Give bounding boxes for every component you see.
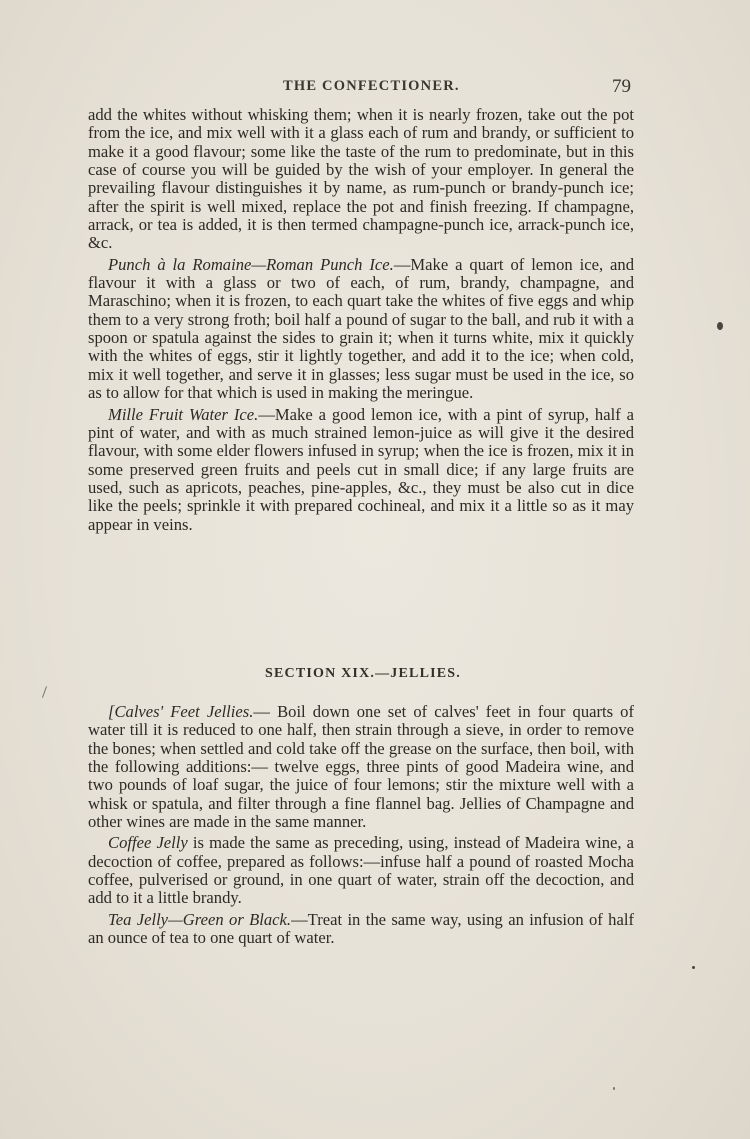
recipe-title: Punch à la Romaine—Roman Punch Ice.: [108, 254, 394, 274]
recipe-title: Coffee Jelly: [108, 833, 188, 853]
recipe-title: [Calves' Feet Jellies.: [108, 702, 254, 721]
recipe-text: —Make a good lemon ice, with a pint of syrup, half a pint of water, and with as much strained lemon-juice as will give it the desired flavour, with some elder flowers infused in syrup; when the ice is frozen, mix it in some preserved green fruits and peels cut in small dice; if any large fruits are used, such as apricots, peaches, pine-apples, &c., they must be also cut in dice like the peels; sprinkle it with prepared cochineal, and mix it a little so as it may appear in veins.: [88, 404, 635, 534]
recipe-calves-feet-jellies: [88, 703, 634, 831]
recipe-text: —Treat in the same way, using an infusion of half an ounce of tea to one quart of water.: [88, 909, 634, 948]
recipe-coffee-jelly: [88, 834, 634, 907]
intro-paragraph: add the whites without whisking them; when it is nearly frozen, take out the pot from the ice, and mix well with it a glass each of rum and brandy, or sufficient to make it a good flavour; some like the taste of the rum to predominate, but in this case of course you will be guided by the wish of your employer. In general the prevailing flavour distinguishes it by name, as rum-punch or brandy-punch ice; after the spirit is well mixed, replace the pot and finish freezing. If champagne, arrack, or tea is added, it is then termed champagne-punch ice, arrack-punch ice, &c.: [88, 105, 634, 253]
main-text: [88, 106, 634, 534]
paper-speck: [717, 322, 723, 330]
section-heading: [0, 666, 750, 682]
paper-speck: [42, 686, 47, 698]
page-number: 79: [612, 76, 631, 97]
recipe-text: is made the same as preceding, using, instead of Madeira wine, a decoction of coffee, prepared as follows:—infuse half a pound of roasted Mocha coffee, pulverised or ground, in one quart of water, strain off the decoction, and add to it a little brandy.: [88, 833, 635, 908]
running-head: THE CONFECTIONER.: [283, 78, 460, 94]
section-heading-text: SECTION XIX.—JELLIES.: [265, 666, 461, 681]
recipe-tea-jelly: [88, 911, 634, 948]
paper-speck: [692, 966, 695, 969]
recipe-title: Mille Fruit Water Ice.: [108, 404, 259, 424]
jellies-text: [88, 703, 634, 947]
recipe-text: — Boil down one set of calves' feet in four quarts of water till it is reduced to one half, then strain through a sieve, in order to remove the bones; when settled and cold take off the grease on the surface, then boil, with the following additions:— twelve eggs, three pints of good Madeira wine, and two pounds of loaf sugar, the juice of four lemons; stir the mixture well with a whisk or spatula, and filter through a fine flannel bag. Jellies of Champagne and other wines are made in the same manner.: [88, 702, 634, 832]
recipe-title: Tea Jelly—Green or Black.: [108, 909, 292, 929]
recipe-mille-fruit: [88, 406, 634, 534]
recipe-roman-punch: [88, 256, 634, 403]
recipe-text: —Make a quart of lemon ice, and flavour it with a glass or two of each, of rum, brandy, champagne, and Maraschino; when it is frozen, to each quart take the whites of five eggs and whip them to a very strong froth; boil half a pound of sugar to the ball, and rub it with a spoon or spatula against the sides to grain it; when it turns white, mix it quickly with the whites of eggs, stir it lightly together, and add it to the ice; when cold, mix it well together, and serve it in glasses; less sugar must be used in the ice, so as to allow for that which is used in making the meringue.: [88, 254, 634, 403]
page-header: [0, 76, 750, 100]
paper-speck: [613, 1087, 615, 1090]
